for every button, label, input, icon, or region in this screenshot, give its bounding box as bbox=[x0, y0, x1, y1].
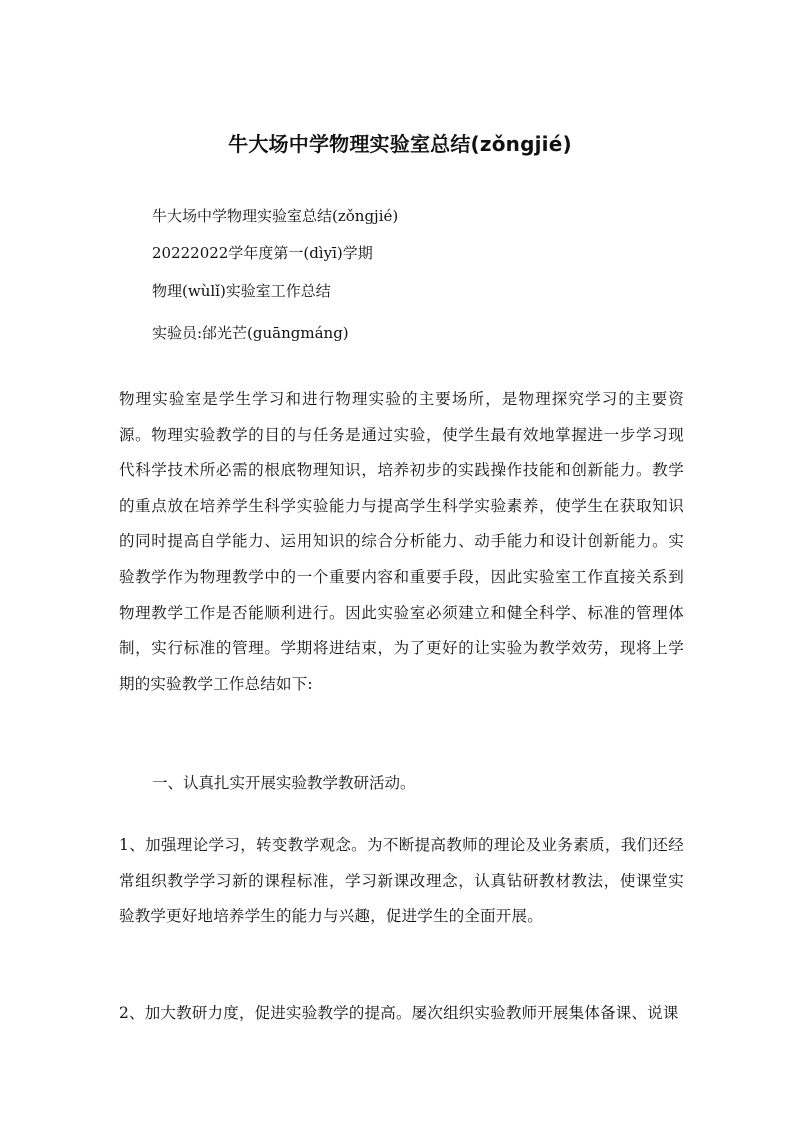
intro-paragraph: 物理实验室是学生学习和进行物理实验的主要场所，是物理探究学习的主要资源。物理实验教学的目的与任务是通过实验，使学生最有效地掌握进一步学习现代科学技术所必需的根底物理知识，培养初步的实践操作技能和创新能力。教学的重点放在培养学生科学实验能力与提高学生科学实验素养，使学生在获取知识的同时提高自学能力、运用知识的综合分析能力、动手能力和设计创新能力。实验教学作为物理教学中的一个重要内容和重要手段，因此实验室工作直接关系到物理教学工作是否能顺利进行。因此实验室必须建立和健全科学、标准的管理体制，实行标准的管理。学期将进结束，为了更好的让实验为教学效劳，现将上学期的实验教学工作总结如下: bbox=[119, 390, 684, 693]
paragraph-item-2: 2、加大教研力度，促进实验教学的提高。屡次组织实验教师开展集体备课、说课 bbox=[119, 1004, 679, 1022]
meta-school-year: 20222022学年度第一(dìyī)学期 bbox=[152, 244, 373, 262]
meta-author: 实验员:邰光芒(guāngmáng) bbox=[152, 324, 349, 342]
meta-school-title: 牛大场中学物理实验室总结(zǒngjié) bbox=[152, 207, 399, 225]
meta-report-name: 物理(wùlǐ)实验室工作总结 bbox=[152, 282, 331, 300]
document-title: 牛大场中学物理实验室总结(zǒngjié) bbox=[228, 132, 572, 156]
paragraph-item-1: 1、加强理论学习，转变教学观念。为不断提高教师的理论及业务素质，我们还经常组织教学学习新的课程标准，学习新课改理念，认真钻研教材教法，使课堂实验教学更好地培养学生的能力与兴趣，促进学生的全面开展。 bbox=[119, 836, 684, 926]
section-heading-1: 一、认真扎实开展实验教学教研活动。 bbox=[152, 774, 416, 792]
